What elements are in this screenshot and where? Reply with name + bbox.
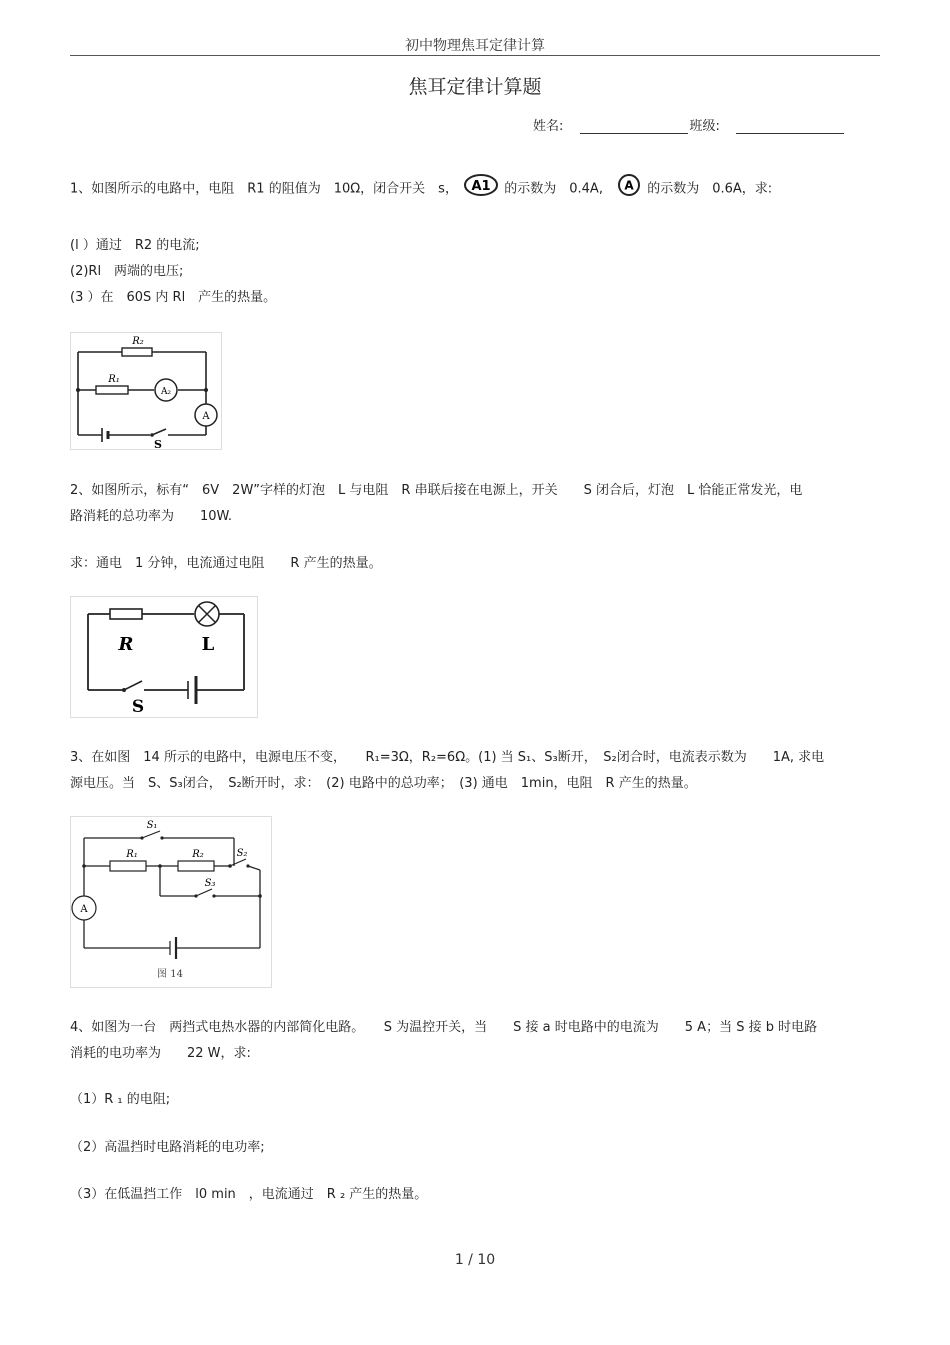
q1-a-label: A <box>202 411 210 422</box>
page-number: 1 / 10 <box>454 1252 496 1268</box>
name-label: 姓名: <box>533 119 564 134</box>
q4-sub2: （2）高温挡时电路消耗的电功率; <box>70 1140 265 1155</box>
q1-sub2: (2)Rl 两端的电压; <box>70 264 184 279</box>
q3-r2-label: R₂ <box>192 849 204 860</box>
q4-line1: 4、如图为一台 两挡式电热水器的内部简化电路。 S 为温控开关，当 S 接 a 时电路中的电流为 5 A；当 S 接 b 时电路 <box>70 1020 818 1035</box>
class-blank[interactable] <box>736 119 844 134</box>
q3-circuit-diagram <box>70 816 272 988</box>
q3-s2-label: S₂ <box>236 848 248 859</box>
q4-sub1: （1）R ₁ 的电阻; <box>70 1092 171 1107</box>
q3-line1: 3、在如图 14 所示的电路中，电源电压不变， R₁=3Ω，R₂=6Ω。(1) 当 S₁、S₃断开， S₂闭合时，电流表示数为 1A, 求电 <box>70 750 825 765</box>
name-blank[interactable] <box>580 119 688 134</box>
q3-r1-resistor <box>110 861 146 871</box>
q2-ask: 求：通电 1 分钟，电流通过电阻 R 产生的热量。 <box>70 556 382 571</box>
q1-r1-label: R₁ <box>108 374 120 385</box>
q1-text-c: 的示数为 0.6A，求: <box>647 181 773 197</box>
q1-text-b: 的示数为 0.4A, <box>504 181 603 197</box>
q1-s-label: S <box>154 438 162 450</box>
q1-text-a: 1、如图所示的电路中，电阻 R1 的阻值为 10Ω，闭合开关 s， <box>70 181 458 197</box>
q3-line2: 源电压。当 S、S₃闭合， S₂断开时，求： (2) 电路中的总功率； (3) 通电 1min，电阻 R 产生的热量。 <box>70 776 697 791</box>
q1-stem <box>70 175 772 203</box>
student-info-row <box>533 115 844 134</box>
q2-line1: 2、如图所示，标有“ 6V 2W”字样的灯泡 L 与电阻 R 串联后接在电源上，开关 S 闭合后，灯泡 L 恰能正常发光，电 <box>70 483 803 498</box>
q3-a-label: A <box>80 904 88 915</box>
q2-l-label: L <box>201 634 215 655</box>
running-header: 初中物理焦耳定律计算 <box>405 38 545 54</box>
q1-a2-label: A₂ <box>160 387 172 397</box>
document-title: 焦耳定律计算题 <box>408 76 542 98</box>
q1-sub3: (3 ）在 60S 内 Rl 产生的热量。 <box>70 290 277 305</box>
class-label: 班级: <box>689 119 720 134</box>
q3-r1-label: R₁ <box>126 849 138 860</box>
ammeter-a1-label: A1 <box>471 179 491 194</box>
q1-r2-resistor <box>122 348 152 356</box>
q3-r2-resistor <box>178 861 214 871</box>
header-rule <box>70 55 880 56</box>
q2-circuit-diagram <box>70 596 258 718</box>
q1-circuit-diagram <box>70 332 222 450</box>
q3-figure-caption: 图 14 <box>157 969 183 980</box>
q1-r2-label: R₂ <box>132 336 144 347</box>
q4-line2: 消耗的电功率为 22 W，求: <box>70 1046 251 1061</box>
q1-sub1: (l ）通过 R2 的电流; <box>70 238 200 253</box>
q4-sub3: （3）在低温挡工作 l0 min ，电流通过 R ₂ 产生的热量。 <box>70 1187 428 1202</box>
q3-s1-label: S₁ <box>146 820 158 831</box>
ammeter-a-icon <box>615 173 643 201</box>
ammeter-a1-icon <box>462 173 500 201</box>
ammeter-a-label: A <box>624 178 634 193</box>
q2-s-label: S <box>131 697 145 717</box>
q2-resistor <box>110 609 142 619</box>
q2-line2: 路消耗的总功率为 10W. <box>70 509 233 524</box>
q1-r1-resistor <box>96 386 128 394</box>
q2-r-label: R <box>118 634 134 655</box>
q3-s3-label: S₃ <box>204 878 216 889</box>
